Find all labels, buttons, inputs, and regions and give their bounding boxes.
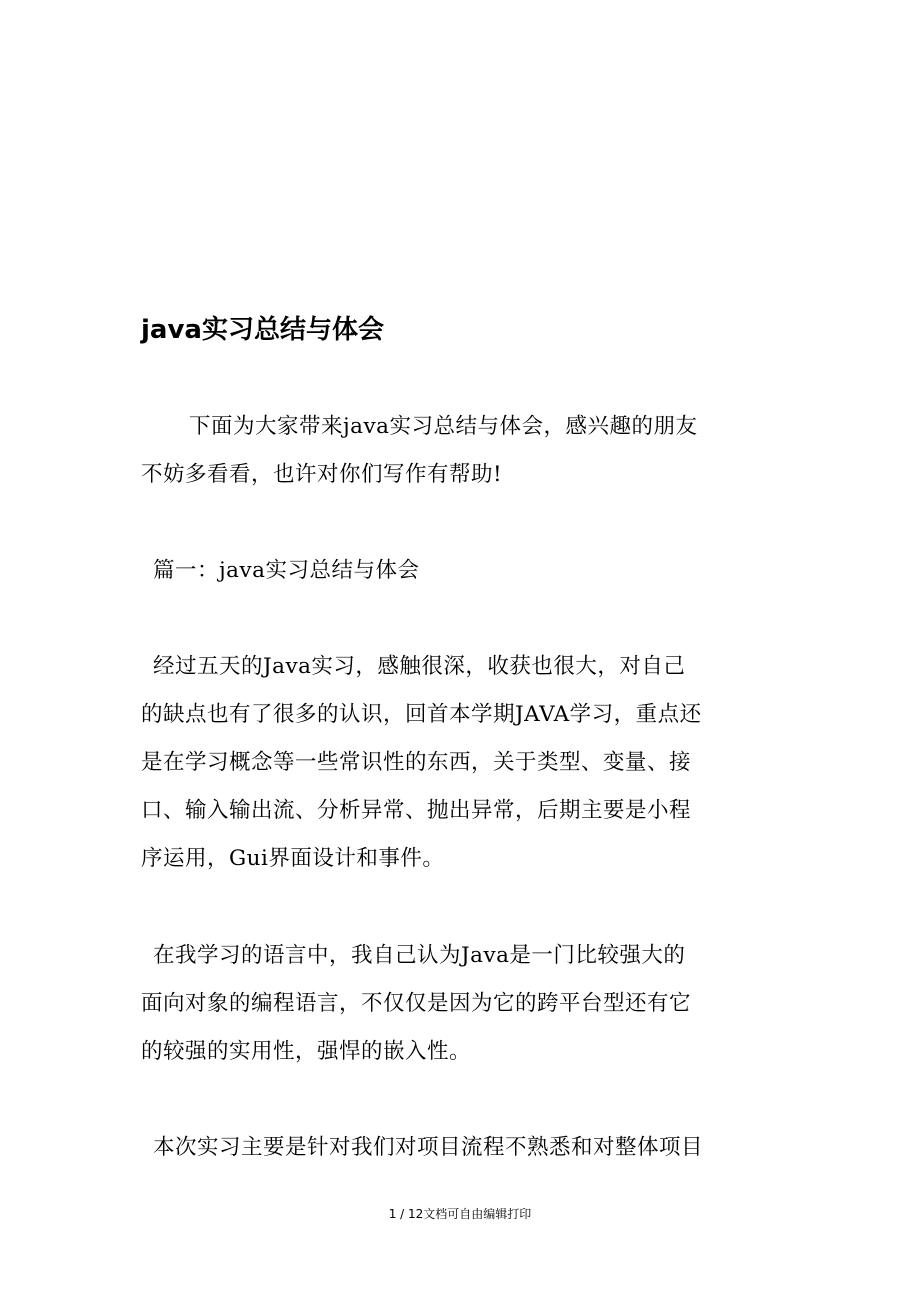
paragraph-line: 是在学习概念等一些常识性的东西，关于类型、变量、接 (141, 750, 692, 775)
document-title: java实习总结与体会 (141, 315, 384, 345)
intro-line: 不妨多看看，也许对你们写作有帮助! (141, 462, 503, 487)
body-paragraph-3 (141, 1124, 781, 1172)
paragraph-line: 面向对象的编程语言，不仅仅是因为它的跨平台型还有它 (141, 991, 692, 1016)
chapter-heading-text: 篇一：java实习总结与体会 (153, 558, 420, 583)
page-footer: 1 / 12文档可自由编辑打印 (388, 1207, 532, 1221)
body-paragraph-2 (141, 932, 781, 1076)
chapter-heading (141, 547, 781, 595)
paragraph-line: 口、输入输出流、分析异常、抛出异常，后期主要是小程 (141, 798, 692, 823)
intro-paragraph (141, 403, 781, 499)
paragraph-line: 本次实习主要是针对我们对项目流程不熟悉和对整体项目 (153, 1135, 704, 1160)
paragraph-line: 的较强的实用性，强悍的嵌入性。 (141, 1039, 472, 1064)
paragraph-line: 的缺点也有了很多的认识，回首本学期JAVA学习，重点还 (141, 702, 702, 727)
intro-line: 下面为大家带来java实习总结与体会，感兴趣的朋友 (189, 414, 698, 439)
paragraph-line: 经过五天的Java实习，感触很深，收获也很大，对自己 (153, 654, 686, 679)
paragraph-line: 序运用，Gui界面设计和事件。 (141, 846, 445, 871)
paragraph-line: 在我学习的语言中，我自己认为Java是一门比较强大的 (153, 943, 686, 968)
body-paragraph-1 (141, 643, 781, 883)
